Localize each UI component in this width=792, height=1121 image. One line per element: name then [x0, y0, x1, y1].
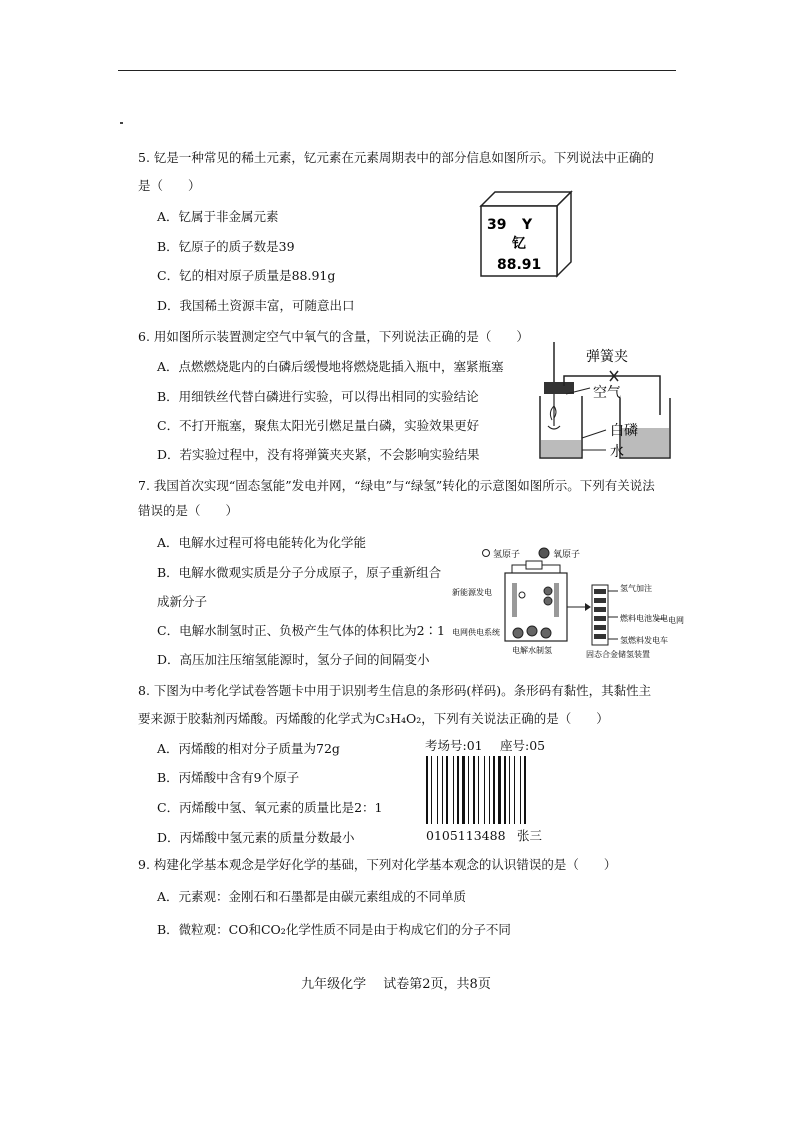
q9-option-a: A．元素观：金刚石和石墨都是由碳元素组成的不同单质	[157, 889, 467, 904]
barcode-bar	[509, 756, 510, 824]
barcode-seat: 座号:05	[500, 738, 546, 753]
hydrogen-energy-figure	[450, 543, 690, 668]
barcode-number: 0105113488	[426, 828, 506, 843]
barcode-bars	[424, 756, 546, 824]
top-rule	[118, 70, 676, 71]
element-mass: 88.91	[497, 257, 542, 273]
q9-option-b: B．微粒观：CO和CO₂化学性质不同是由于构成它们的分子不同	[157, 922, 511, 937]
q5-option-c: C．钇的相对原子质量是88.91g	[157, 268, 336, 283]
barcode-bar	[504, 756, 506, 824]
q7-option-b: B．电解水微观实质是分子分成原子，原子重新组合	[157, 565, 442, 580]
q6-option-a: A．点燃燃烧匙内的白磷后缓慢地将燃烧匙插入瓶中，塞紧瓶塞	[157, 359, 504, 374]
barcode-bar	[446, 756, 448, 824]
oxygen-apparatus-figure	[530, 340, 695, 465]
q6-option-b: B．用细铁丝代替白磷进行实验，可以得出相同的实验结论	[157, 389, 479, 404]
label-grid-supply: 电网供电系统	[452, 628, 500, 637]
barcode-bar	[442, 756, 443, 824]
barcode-bar	[514, 756, 515, 824]
q7-stem-line2: 错误的是（ ）	[138, 503, 239, 518]
label-water: 水	[610, 444, 624, 460]
barcode-bar	[437, 756, 438, 824]
legend-hydrogen-atom: 氢原子	[493, 550, 521, 560]
q5-stem-line2: 是（ ）	[138, 178, 201, 193]
q6-option-c: C．不打开瓶塞，聚焦太阳光引燃足量白磷，实验效果更好	[157, 418, 480, 433]
barcode-bar	[468, 756, 469, 824]
barcode-bar	[431, 756, 432, 824]
q6-stem: 6. 用如图所示装置测定空气中氧气的含量，下列说法正确的是（ ）	[138, 329, 529, 344]
q7-option-c: C．电解水制氢时正、负极产生气体的体积比为2∶1	[157, 623, 445, 638]
barcode-bar	[520, 756, 521, 824]
barcode-bar	[484, 756, 485, 824]
label-fuel-cell-power: 燃料电池发电	[620, 614, 668, 623]
label-power-grid: 电网	[668, 616, 684, 625]
q7-option-b-cont: 成新分子	[157, 594, 208, 609]
barcode-bar	[426, 756, 428, 824]
q9-stem: 9. 构建化学基本观念是学好化学的基础，下列对化学基本观念的认识错误的是（ ）	[138, 857, 617, 872]
q7-option-a: A．电解水过程可将电能转化为化学能	[157, 535, 367, 550]
q8-option-b: B．丙烯酸中含有9个原子	[157, 770, 300, 785]
q8-option-a: A．丙烯酸的相对分子质量为72g	[157, 741, 340, 756]
barcode-bar	[524, 756, 526, 824]
label-h2-fill: 氢气加注	[620, 584, 652, 593]
q5-option-d: D．我国稀土资源丰富，可随意出口	[157, 298, 355, 313]
barcode-bar	[478, 756, 479, 824]
q8-stem-line2: 要来源于胶黏剂丙烯酸。丙烯酸的化学式为C₃H₄O₂，下列有关说法正确的是（ ）	[138, 711, 609, 726]
barcode-bar	[493, 756, 495, 824]
q7-stem-line1: 7. 我国首次实现“固态氢能”发电并网，“绿电”与“绿氢”转化的示意图如图所示。下列有关说法	[138, 478, 655, 493]
label-new-energy: 新能源发电	[452, 588, 492, 597]
label-solid-storage: 固态合金储氢装置	[586, 650, 650, 659]
label-fuel-cell-car: 氢燃料发电车	[620, 636, 668, 645]
q5-option-b: B．钇原子的质子数是39	[157, 239, 295, 254]
q8-option-c: C．丙烯酸中氢、氧元素的质量比是2：1	[157, 800, 383, 815]
scan-mark	[120, 122, 123, 124]
barcode-bar	[462, 756, 465, 824]
barcode-bar	[473, 756, 475, 824]
q8-option-d: D．丙烯酸中氢元素的质量分数最小	[157, 830, 355, 845]
barcode-room: 考场号:01	[425, 738, 483, 753]
barcode-bar	[453, 756, 454, 824]
q7-option-d: D．高压加注压缩氢能源时，氢分子间的间隔变小	[157, 652, 430, 667]
barcode-bar	[457, 756, 459, 824]
legend-oxygen-atom: 氧原子	[553, 550, 581, 560]
q5-stem-line1: 5. 钇是一种常见的稀土元素，钇元素在元素周期表中的部分信息如图所示。下列说法中正确的	[138, 150, 654, 165]
barcode-bar	[498, 756, 501, 824]
page-footer: 九年级化学 试卷第2页，共8页	[301, 977, 491, 992]
label-air: 空气	[593, 385, 621, 401]
q6-option-d: D．若实验过程中，没有将弹簧夹夹紧，不会影响实验结果	[157, 447, 480, 462]
element-card-figure	[475, 188, 575, 280]
label-spring-clamp: 弹簧夹	[586, 349, 628, 365]
element-number: 39	[487, 217, 507, 233]
label-electrolysis: 电解水制氢	[512, 646, 552, 655]
q8-stem-line1: 8. 下图为中考化学试卷答题卡中用于识别考生信息的条形码(样码)。条形码有黏性，其黏性主	[138, 683, 652, 698]
barcode-bar	[489, 756, 490, 824]
element-symbol: Y	[522, 217, 533, 233]
label-white-phosphorus: 白磷	[610, 423, 638, 439]
element-name: 钇	[512, 236, 526, 252]
barcode-name: 张三	[517, 828, 543, 843]
q5-option-a: A．钇属于非金属元素	[157, 209, 279, 224]
